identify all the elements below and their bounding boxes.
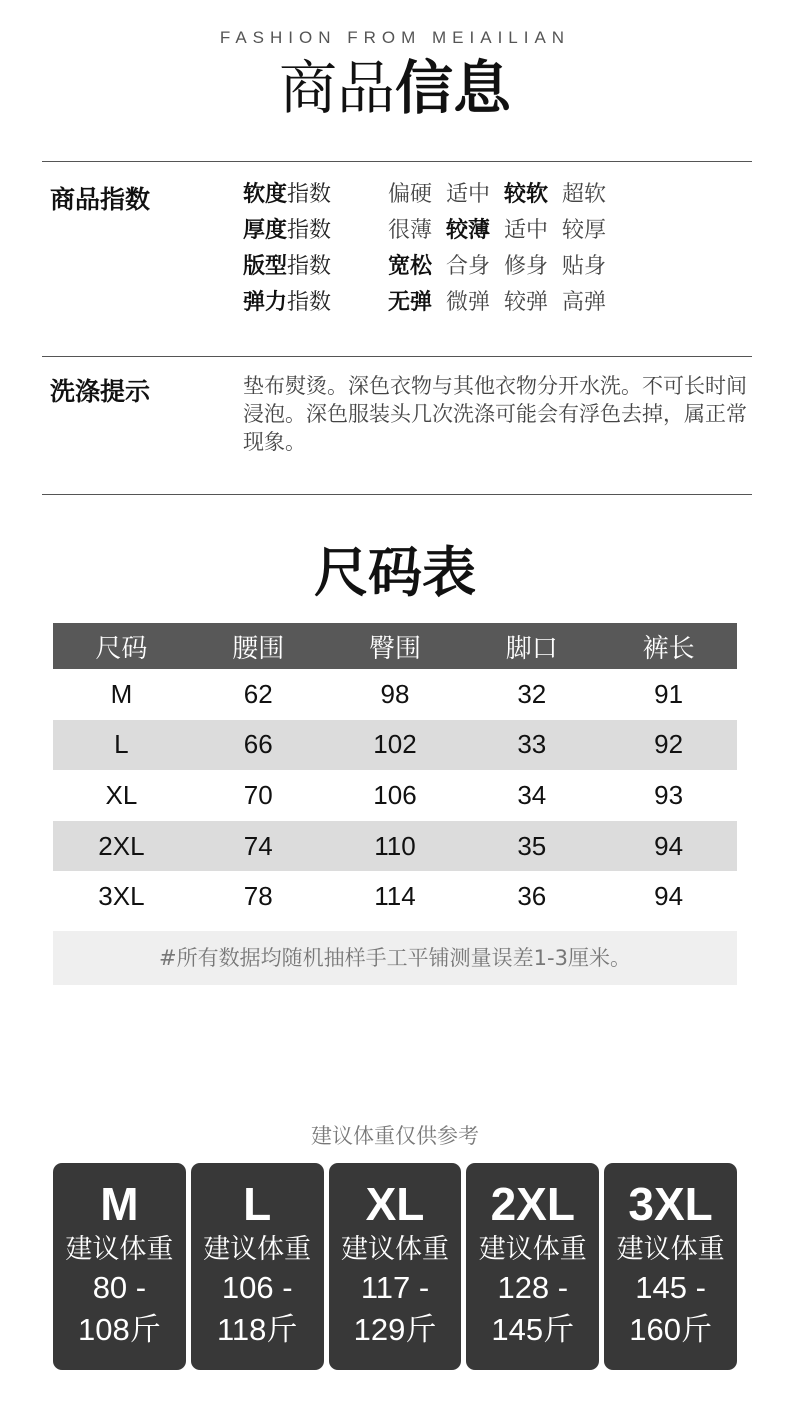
index-option: 高弹 bbox=[562, 290, 607, 315]
divider bbox=[42, 356, 752, 357]
weight-guide-title: 建议体重仅供参考 bbox=[311, 1124, 479, 1148]
table-cell: M bbox=[110, 678, 133, 709]
index-option: 很薄 bbox=[388, 218, 433, 243]
weight-card bbox=[466, 1163, 599, 1370]
table-cell: 102 bbox=[373, 729, 417, 760]
page-title bbox=[0, 52, 790, 124]
table-cell: 94 bbox=[654, 830, 684, 861]
index-name bbox=[243, 216, 383, 246]
index-name-rest: 指数 bbox=[287, 254, 332, 279]
index-option: 偏硬 bbox=[388, 182, 433, 207]
card-size: 2XL bbox=[490, 1178, 575, 1230]
index-name-bold: 弹力 bbox=[243, 290, 288, 315]
card-size: M bbox=[100, 1178, 139, 1230]
product-index-label: 商品指数 bbox=[50, 185, 151, 214]
table-cell: L bbox=[114, 729, 129, 760]
index-option: 超软 bbox=[562, 182, 607, 207]
index-name-bold: 软度 bbox=[243, 182, 288, 207]
table-cell: 35 bbox=[517, 830, 547, 861]
index-option: 修身 bbox=[504, 254, 549, 279]
table-cell: 2XL bbox=[98, 830, 145, 861]
card-range-end: 108斤 bbox=[78, 1312, 161, 1347]
weight-card bbox=[329, 1163, 462, 1370]
index-option: 较弹 bbox=[504, 290, 549, 315]
table-cell: 114 bbox=[374, 881, 416, 912]
table-row bbox=[53, 669, 737, 720]
index-name bbox=[243, 180, 383, 210]
column-header: 脚口 bbox=[505, 633, 558, 664]
table-cell: 62 bbox=[243, 678, 273, 709]
table-cell: 94 bbox=[654, 881, 684, 912]
index-option: 适中 bbox=[504, 218, 549, 243]
divider bbox=[42, 161, 752, 162]
table-cell: 33 bbox=[517, 729, 547, 760]
table-cell: 74 bbox=[243, 830, 273, 861]
weight-cards bbox=[53, 1163, 737, 1370]
index-name-rest: 指数 bbox=[287, 182, 332, 207]
table-cell: 34 bbox=[517, 779, 547, 810]
index-option: 较厚 bbox=[562, 218, 607, 243]
card-label: 建议体重 bbox=[478, 1234, 587, 1265]
card-range-end: 160斤 bbox=[629, 1312, 712, 1347]
table-cell: 98 bbox=[380, 678, 410, 709]
table-row bbox=[53, 871, 737, 922]
card-range-start: 80 - bbox=[92, 1270, 147, 1305]
index-option: 合身 bbox=[446, 254, 491, 279]
column-header: 臀围 bbox=[368, 633, 421, 664]
table-header-row bbox=[53, 623, 737, 669]
index-option-selected: 较薄 bbox=[446, 218, 491, 243]
index-name bbox=[243, 288, 383, 318]
index-name bbox=[243, 252, 383, 282]
weight-card bbox=[191, 1163, 324, 1370]
index-option: 适中 bbox=[446, 182, 491, 207]
table-cell: 106 bbox=[373, 779, 417, 810]
weight-card bbox=[53, 1163, 186, 1370]
index-name-rest: 指数 bbox=[287, 218, 332, 243]
index-option: 微弹 bbox=[446, 290, 491, 315]
card-label: 建议体重 bbox=[65, 1234, 174, 1265]
table-cell: 92 bbox=[654, 729, 684, 760]
card-size: 3XL bbox=[628, 1178, 713, 1230]
measurement-note: #所有数据均随机抽样手工平铺测量误差1-3厘米。 bbox=[53, 931, 737, 985]
card-range-start: 106 - bbox=[221, 1270, 293, 1305]
card-range-start: 128 - bbox=[497, 1270, 569, 1305]
card-size: L bbox=[243, 1178, 272, 1230]
card-range-end: 129斤 bbox=[353, 1312, 437, 1347]
table-cell: 70 bbox=[243, 779, 273, 810]
index-option: 贴身 bbox=[562, 254, 607, 279]
table-cell: 110 bbox=[374, 830, 416, 861]
column-header: 尺码 bbox=[95, 633, 148, 664]
title-bold: 信息 bbox=[395, 54, 512, 122]
card-label: 建议体重 bbox=[340, 1234, 449, 1265]
weight-card bbox=[604, 1163, 737, 1370]
table-cell: 93 bbox=[654, 779, 684, 810]
card-range-start: 145 - bbox=[635, 1270, 706, 1305]
washing-text: 垫布熨烫。深色衣物与其他衣物分开水洗。不可长时间浸泡。深色服装头几次洗涤可能会有浮色去掉，属正常现象。 bbox=[243, 374, 747, 454]
index-option-selected: 无弹 bbox=[388, 290, 433, 315]
card-size: XL bbox=[365, 1178, 425, 1230]
size-table bbox=[53, 623, 737, 922]
table-cell: 3XL bbox=[98, 881, 145, 912]
table-row bbox=[53, 821, 737, 872]
brand-tagline: FASHION FROM MEIAILIAN bbox=[219, 28, 571, 47]
table-row bbox=[53, 770, 737, 821]
index-name-bold: 厚度 bbox=[243, 218, 288, 243]
card-label: 建议体重 bbox=[616, 1234, 725, 1265]
index-option-selected: 较软 bbox=[504, 182, 549, 207]
table-cell: 36 bbox=[517, 881, 547, 912]
card-range-end: 145斤 bbox=[491, 1312, 575, 1347]
table-cell: XL bbox=[105, 779, 138, 810]
column-header: 裤长 bbox=[642, 633, 695, 664]
table-cell: 78 bbox=[243, 881, 273, 912]
divider bbox=[42, 494, 752, 495]
index-name-bold: 版型 bbox=[243, 254, 288, 279]
card-range-end: 118斤 bbox=[216, 1312, 298, 1347]
table-cell: 91 bbox=[654, 678, 684, 709]
card-label: 建议体重 bbox=[203, 1234, 312, 1265]
size-chart-title: 尺码表 bbox=[314, 541, 476, 604]
title-light: 商品 bbox=[278, 54, 395, 122]
table-cell: 32 bbox=[517, 678, 547, 709]
index-option-selected: 宽松 bbox=[388, 254, 433, 279]
card-range-start: 117 - bbox=[360, 1270, 430, 1305]
table-cell: 66 bbox=[243, 729, 273, 760]
column-header: 腰围 bbox=[232, 633, 285, 664]
table-row bbox=[53, 720, 737, 771]
washing-label: 洗涤提示 bbox=[50, 377, 151, 406]
index-name-rest: 指数 bbox=[287, 290, 332, 315]
